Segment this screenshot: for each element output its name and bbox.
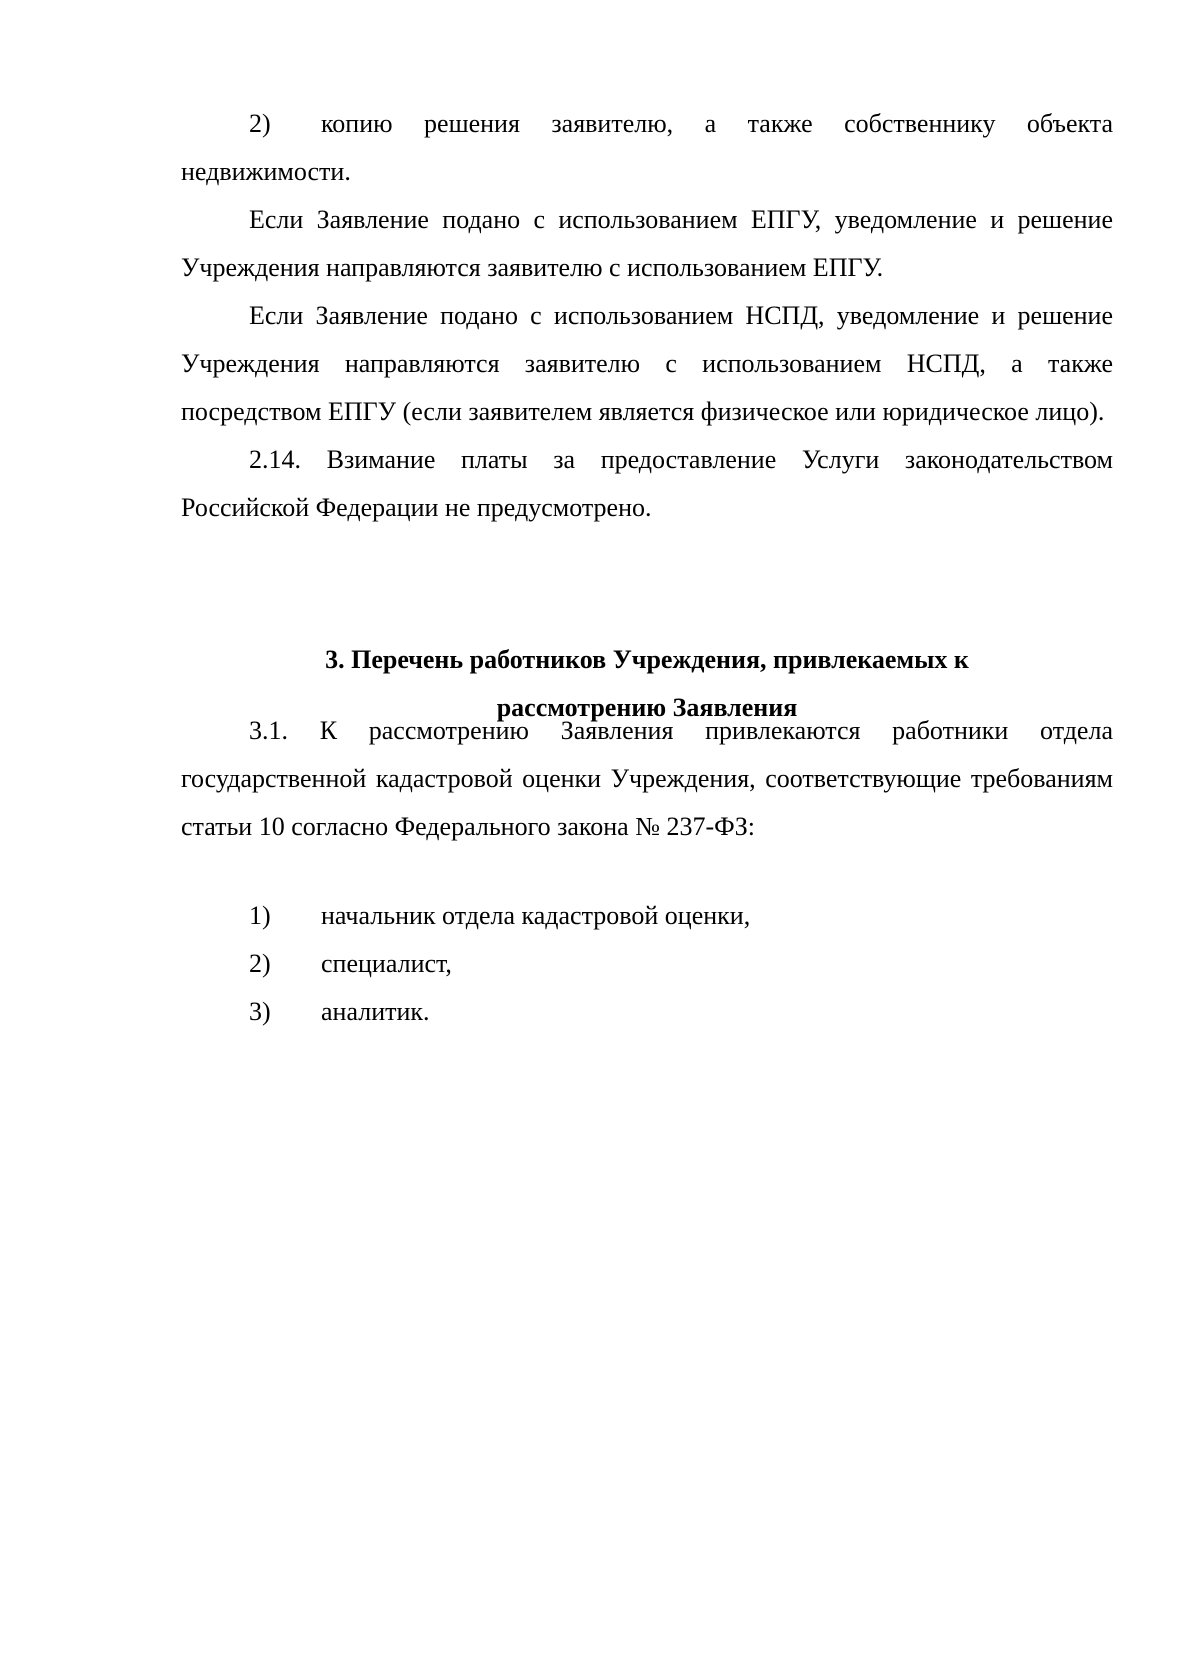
list-item-text: начальник отдела кадастровой оценки,: [321, 901, 751, 930]
list-item: [181, 988, 1113, 1036]
staff-list: [181, 892, 1113, 1036]
item-2-text: копию решения заявителю, а также собственнику объекта недвижимости.: [181, 109, 1113, 186]
item-2-paragraph: [181, 100, 1113, 196]
section-3-heading-line2: рассмотрению Заявления: [496, 693, 798, 722]
body-text-top: [181, 100, 1113, 532]
list-item: [181, 940, 1113, 988]
paragraph-epgu: Если Заявление подано с использованием ЕПГУ, уведомление и решение Учреждения направляются заявителю с использованием ЕПГУ.: [181, 205, 1113, 282]
list-item: [181, 892, 1113, 940]
list-item-number: 3): [249, 997, 271, 1026]
paragraph-2-14: 2.14. Взимание платы за предоставление Услуги законодательством Российской Федерации не предусмотрено.: [181, 445, 1113, 522]
list-item-text: аналитик.: [321, 997, 430, 1026]
list-item-text: специалист,: [321, 949, 452, 978]
list-item-number: 1): [249, 901, 271, 930]
body-text-section-3: [181, 707, 1113, 851]
list-item-number: 2): [249, 949, 271, 978]
paragraph-nspd: Если Заявление подано с использованием НСПД, уведомление и решение Учреждения направляются заявителю с использованием НСПД, а также посредством ЕПГУ (если заявителем является физическое или юридическое лицо).: [181, 301, 1113, 426]
paragraph-3-1: 3.1. К рассмотрению Заявления привлекаются работники отдела государственной кадастровой оценки Учреждения, соответствующие требованиям статьи 10 согласно Федерального закона № 237-ФЗ:: [181, 716, 1113, 841]
section-3-heading-line1: 3. Перечень работников Учреждения, привлекаемых к: [325, 645, 969, 674]
item-2-number: 2): [249, 109, 271, 138]
